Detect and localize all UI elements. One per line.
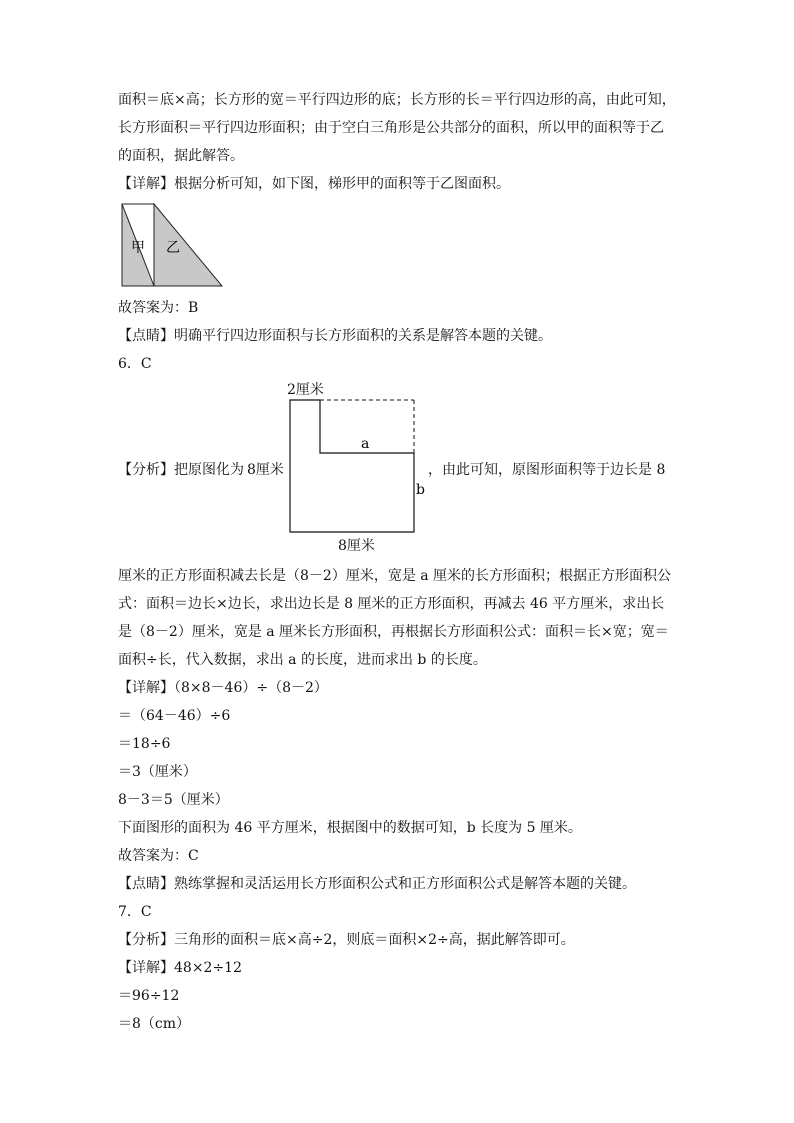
text-line: 的面积，据此解答。	[118, 148, 244, 164]
text-line: ＝3（厘米）	[118, 764, 197, 780]
figure2-label-a: a	[361, 436, 370, 452]
text-line: ＝96÷12	[118, 988, 180, 1004]
text-line: 【点睛】熟练掌握和灵活运用长方形面积公式和正方形面积公式是解答本题的关键。	[118, 876, 636, 892]
analysis-prefix: 【分析】把原图化为	[118, 462, 244, 478]
text-line: 【详解】48×2÷12	[118, 960, 242, 976]
text-line: 【分析】三角形的面积＝底×高÷2，则底＝面积×2÷高，据此解答即可。	[118, 932, 575, 948]
figure-trapezoid-parallelogram	[118, 200, 228, 292]
text-line: ＝（64－46）÷6	[118, 708, 231, 724]
text-line: 故答案为：B	[118, 300, 199, 316]
text-line: 7．C	[118, 904, 152, 920]
text-line: 式：面积＝边长×边长，求出边长是 8 厘米的正方形面积，再减去 46 平方厘米，求出长	[118, 596, 665, 612]
text-line: 【详解】根据分析可知，如下图，梯形甲的面积等于乙图面积。	[118, 176, 510, 192]
label-jia: 甲	[131, 240, 145, 256]
text-line: ＝8（cm）	[118, 1016, 191, 1032]
figure2-label-top: 2厘米	[287, 382, 324, 398]
text-line: 长方形面积＝平行四边形面积；由于空白三角形是公共部分的面积，所以甲的面积等于乙	[118, 120, 664, 136]
text-line: ＝18÷6	[118, 736, 171, 752]
text-line: 厘米的正方形面积减去长是（8－2）厘米，宽是 a 厘米的长方形面积；根据正方形面积公	[118, 568, 672, 584]
text-line: 面积÷长，代入数据，求出 a 的长度，进而求出 b 的长度。	[118, 652, 487, 668]
analysis-suffix: ，由此可知，原图形面积等于边长是 8	[428, 462, 666, 478]
text-line: 8－3＝5（厘米）	[118, 792, 229, 808]
text-line: 【点睛】明确平行四边形面积与长方形面积的关系是解答本题的关键。	[118, 328, 552, 344]
text-line: 6．C	[118, 356, 152, 372]
text-line: 【详解】（8×8－46）÷（8－2）	[118, 680, 328, 696]
text-line: 面积＝底×高；长方形的宽＝平行四边形的底；长方形的长＝平行四边形的高，由此可知，	[118, 92, 676, 108]
figure-l-shape	[285, 396, 425, 536]
figure2-label-b: b	[416, 482, 425, 498]
figure2-label-bottom: 8厘米	[338, 538, 375, 554]
label-yi: 乙	[166, 240, 180, 256]
figure2-label-left: 8厘米	[247, 462, 284, 478]
text-line: 下面图形的面积为 46 平方厘米，根据图中的数据可知，b 长度为 5 厘米。	[118, 820, 582, 836]
text-line: 是（8－2）厘米，宽是 a 厘米长方形面积，再根据长方形面积公式：面积＝长×宽；宽＝	[118, 624, 669, 640]
text-line: 故答案为：C	[118, 848, 199, 864]
